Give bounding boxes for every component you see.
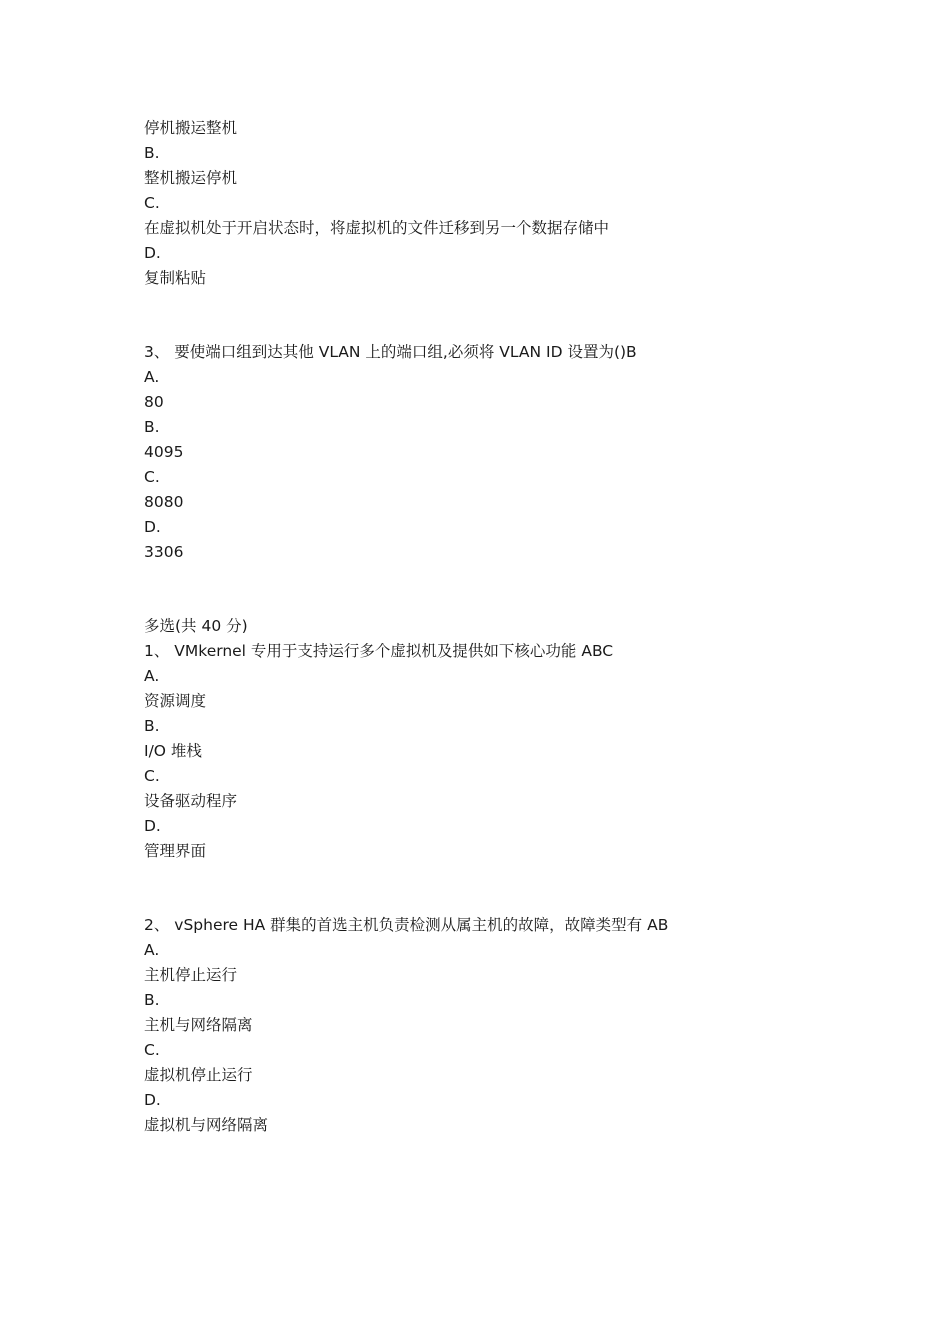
option-letter: B. [144, 991, 160, 1009]
option-letter: D. [144, 817, 161, 835]
option-text: 在虚拟机处于开启状态时，将虚拟机的文件迁移到另一个数据存储中 [144, 219, 610, 237]
option-text: 主机停止运行 [144, 966, 238, 984]
question-text: 1、 VMkernel 专用于支持运行多个虚拟机及提供如下核心功能 ABC [144, 642, 614, 660]
option-letter: C. [144, 1041, 160, 1059]
option-text: I/O 堆栈 [144, 742, 202, 760]
question-text: 3、 要使端口组到达其他 VLAN 上的端口组,必须将 VLAN ID 设置为()B [144, 343, 637, 361]
option-letter: D. [144, 518, 161, 536]
option-letter: C. [144, 468, 160, 486]
option-letter: B. [144, 717, 160, 735]
option-letter: D. [144, 1091, 161, 1109]
option-letter: C. [144, 194, 160, 212]
option-text: 主机与网络隔离 [144, 1016, 253, 1034]
option-letter: A. [144, 368, 160, 386]
option-text: 复制粘贴 [144, 269, 207, 287]
option-text: 管理界面 [144, 842, 207, 860]
option-letter: B. [144, 418, 160, 436]
option-text: 停机搬运整机 [144, 119, 238, 137]
option-text: 80 [144, 393, 164, 411]
option-text: 资源调度 [144, 692, 207, 710]
option-text: 8080 [144, 493, 184, 511]
option-text: 设备驱动程序 [144, 792, 238, 810]
option-text: 虚拟机停止运行 [144, 1066, 253, 1084]
option-text: 整机搬运停机 [144, 169, 238, 187]
option-letter: D. [144, 244, 161, 262]
question-text: 2、 vSphere HA 群集的首选主机负责检测从属主机的故障，故障类型有 AB [144, 916, 669, 934]
option-letter: C. [144, 767, 160, 785]
option-letter: A. [144, 941, 160, 959]
section-heading: 多选(共 40 分) [144, 617, 248, 635]
option-letter: B. [144, 144, 160, 162]
option-letter: A. [144, 667, 160, 685]
option-text: 4095 [144, 443, 184, 461]
option-text: 虚拟机与网络隔离 [144, 1116, 269, 1134]
option-text: 3306 [144, 543, 184, 561]
